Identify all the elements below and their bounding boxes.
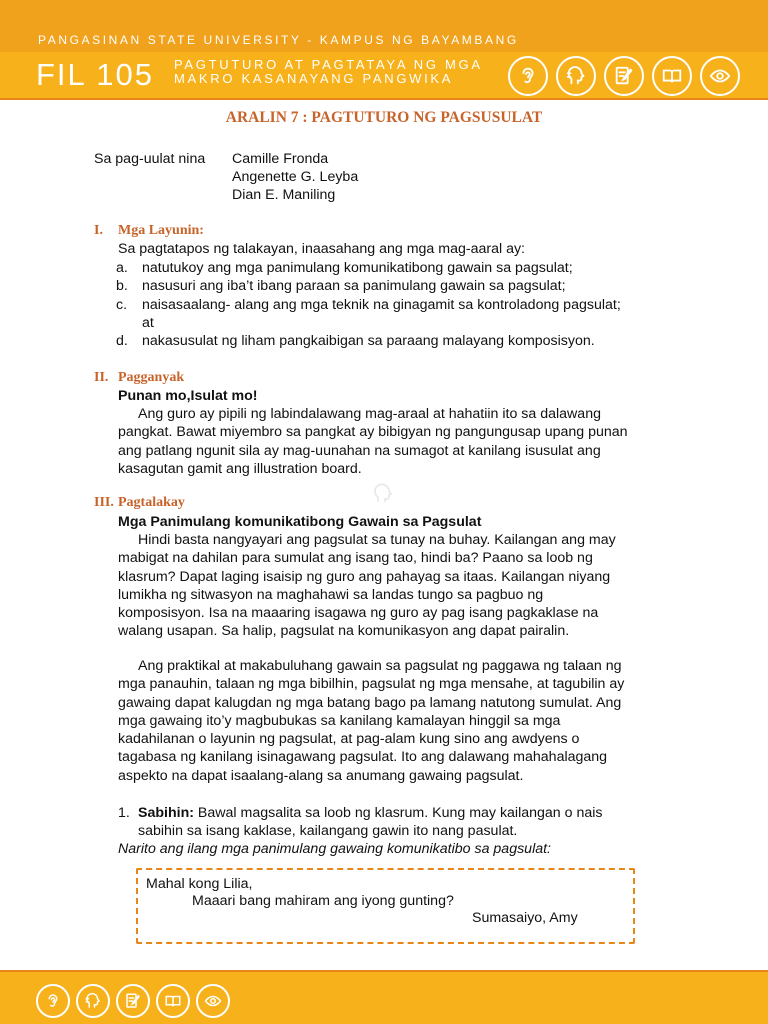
objectives-list <box>116 259 676 350</box>
reading-book-icon <box>652 56 692 96</box>
paragraph-line: gawaing dapat kalugdan ng mga batang bago pa lamang natutong sumulat. Ang <box>118 694 622 711</box>
list-item-text: naisasaalang- alang ang mga teknik na ginagamit sa kontroladong pagsulat; <box>142 296 621 313</box>
item-term: Sabihin: <box>138 805 194 821</box>
objectives-intro: Sa pagtatapos ng talakayan, inaasahang ang mga mag-aaral ay: <box>118 241 525 257</box>
paragraph-line: klasrum? Dapat laging isaisip ng guro ang pahayag sa itaas. Kailangan niyang <box>118 568 611 585</box>
pagtalakay-paragraph-2 <box>118 657 674 785</box>
university-name: PANGASINAN STATE UNIVERSITY - KAMPUS NG BAYAMBANG <box>38 33 519 47</box>
course-title-line1: PAGTUTURO AT PAGTATAYA NG MGA <box>174 57 483 72</box>
numbered-item-line <box>138 804 674 822</box>
speaking-head-icon <box>76 984 110 1018</box>
reporter-name: Angenette G. Leyba <box>232 169 359 185</box>
list-item-text: nakasusulat ng liham pangkaibigan sa paraang malayang komposisyon. <box>142 333 595 350</box>
writing-icon <box>116 984 150 1018</box>
list-item <box>116 332 676 350</box>
list-item <box>116 277 676 295</box>
section-heading: Pagtalakay <box>118 495 185 510</box>
list-item <box>116 296 676 333</box>
paragraph-line: ang patlang ngunit sila ay mag-uunahan na sumagot at kanilang isusulat ang <box>118 442 601 459</box>
list-item-text: natutukoy ang mga panimulang komunikatibong gawain sa pagsulat; <box>142 260 573 276</box>
list-marker: a. <box>116 260 128 276</box>
course-title-line2: MAKRO KASANAYANG PANGWIKA <box>174 71 454 86</box>
paragraph-line: lumikha ng sitwasyon na maghahawi sa landas tungo sa pagbuo ng <box>118 586 544 603</box>
list-item-text: nasusuri ang iba’t ibang paraan sa panimulang gawain sa pagsulat; <box>142 278 566 295</box>
letter-closing: Sumasaiyo, Amy <box>472 910 578 926</box>
paragraph-line: komposisyon. Isa na maaaring isagawa ng guro ay pag isang pagkaklase na <box>118 605 599 622</box>
paragraph-line: mga panauhin, talaan ng mga bibilhin, pagsulat ng mga mensahe, at tagubilin ay <box>118 676 625 693</box>
lesson-title: ARALIN 7 : PAGTUTURO NG PAGSUSULAT <box>225 109 543 126</box>
reporter-name: Dian E. Maniling <box>232 187 336 203</box>
eye-icon <box>700 56 740 96</box>
section-number: III. <box>94 495 114 510</box>
pagtalakay-paragraph-1 <box>118 531 674 641</box>
section-subheading: Mga Panimulang komunikatibong Gawain sa Pagsulat <box>118 514 482 530</box>
list-marker: b. <box>116 278 128 295</box>
header-icons <box>508 56 740 96</box>
paragraph-line: kasagutan gamit ang illustration board. <box>118 460 362 477</box>
section-number: I. <box>94 223 103 238</box>
paragraph-line: Hindi basta nangyayari ang pagsulat sa tunay na buhay. Kailangan ang may <box>138 532 616 548</box>
ear-icon <box>36 984 70 1018</box>
writing-icon <box>604 56 644 96</box>
letter-body: Maaari bang mahiram ang iyong gunting? <box>192 893 454 909</box>
numbered-item <box>138 804 674 841</box>
paragraph-line: aspekto na dapat isaalang-alang sa anumang gawaing pagsulat. <box>118 767 524 784</box>
course-title <box>174 58 483 86</box>
reporter-name: Camille Fronda <box>232 151 329 167</box>
item-text: Bawal magsalita sa loob ng klasrum. Kung may kailangan o nais <box>197 805 603 821</box>
note-text: Narito ang ilang mga panimulang gawaing komunikatibo sa pagsulat: <box>118 841 551 857</box>
course-code: FIL 105 <box>36 57 154 92</box>
paragraph-line: Ang guro ay pipili ng labindalawang mag-araal at hahatiin ito sa dalawang <box>138 406 601 422</box>
paragraph-line: mga gawaing ito’y magbubukas sa kanilang kamalayan hinggil sa mga <box>118 712 561 729</box>
list-item <box>116 259 676 277</box>
section-subheading: Punan mo,Isulat mo! <box>118 388 258 404</box>
header-divider <box>0 98 768 100</box>
list-item-text: at <box>142 314 154 331</box>
pagganyak-paragraph <box>118 405 674 478</box>
eye-icon <box>196 984 230 1018</box>
section-heading: Mga Layunin: <box>118 223 204 238</box>
list-marker: d. <box>116 333 128 350</box>
paragraph-line: Ang praktikal at makabuluhang gawain sa pagsulat ng paggawa ng talaan ng <box>138 658 622 674</box>
paragraph-line: kadahilanan o layunin ng pagsulat, at pag-alam kung sino ang awdyens o <box>118 731 580 748</box>
footer-icons <box>36 984 230 1018</box>
numbered-item-marker: 1. <box>118 805 130 821</box>
reporters-label: Sa pag-uulat nina <box>94 151 206 167</box>
section-number: II. <box>94 370 109 385</box>
paragraph-line: pangkat. Bawat miyembro sa pangkat ay bibigyan ng pangungusap upang punan <box>118 424 628 441</box>
paragraph-line: mabigat na dahilan para sumulat ang isang tao, hindi ba? Paano sa loob ng <box>118 550 593 567</box>
paragraph-line: tagabasa ng kanilang isinagawang pagsulat. Ito ang dalawang mahahalagang <box>118 749 608 766</box>
reading-book-icon <box>156 984 190 1018</box>
list-marker: c. <box>116 296 128 313</box>
paragraph-line: walang usapan. Sa halip, pagsulat na komunikasyon ang dapat pairalin. <box>118 623 570 640</box>
section-heading: Pagganyak <box>118 370 185 385</box>
numbered-item-line: sabihin sa isang kaklase, kailangang gawin ito nang pasulat. <box>138 823 518 840</box>
letter-salutation: Mahal kong Lilia, <box>146 876 253 892</box>
ear-icon <box>508 56 548 96</box>
speaking-head-watermark-icon <box>370 482 396 504</box>
speaking-head-icon <box>556 56 596 96</box>
